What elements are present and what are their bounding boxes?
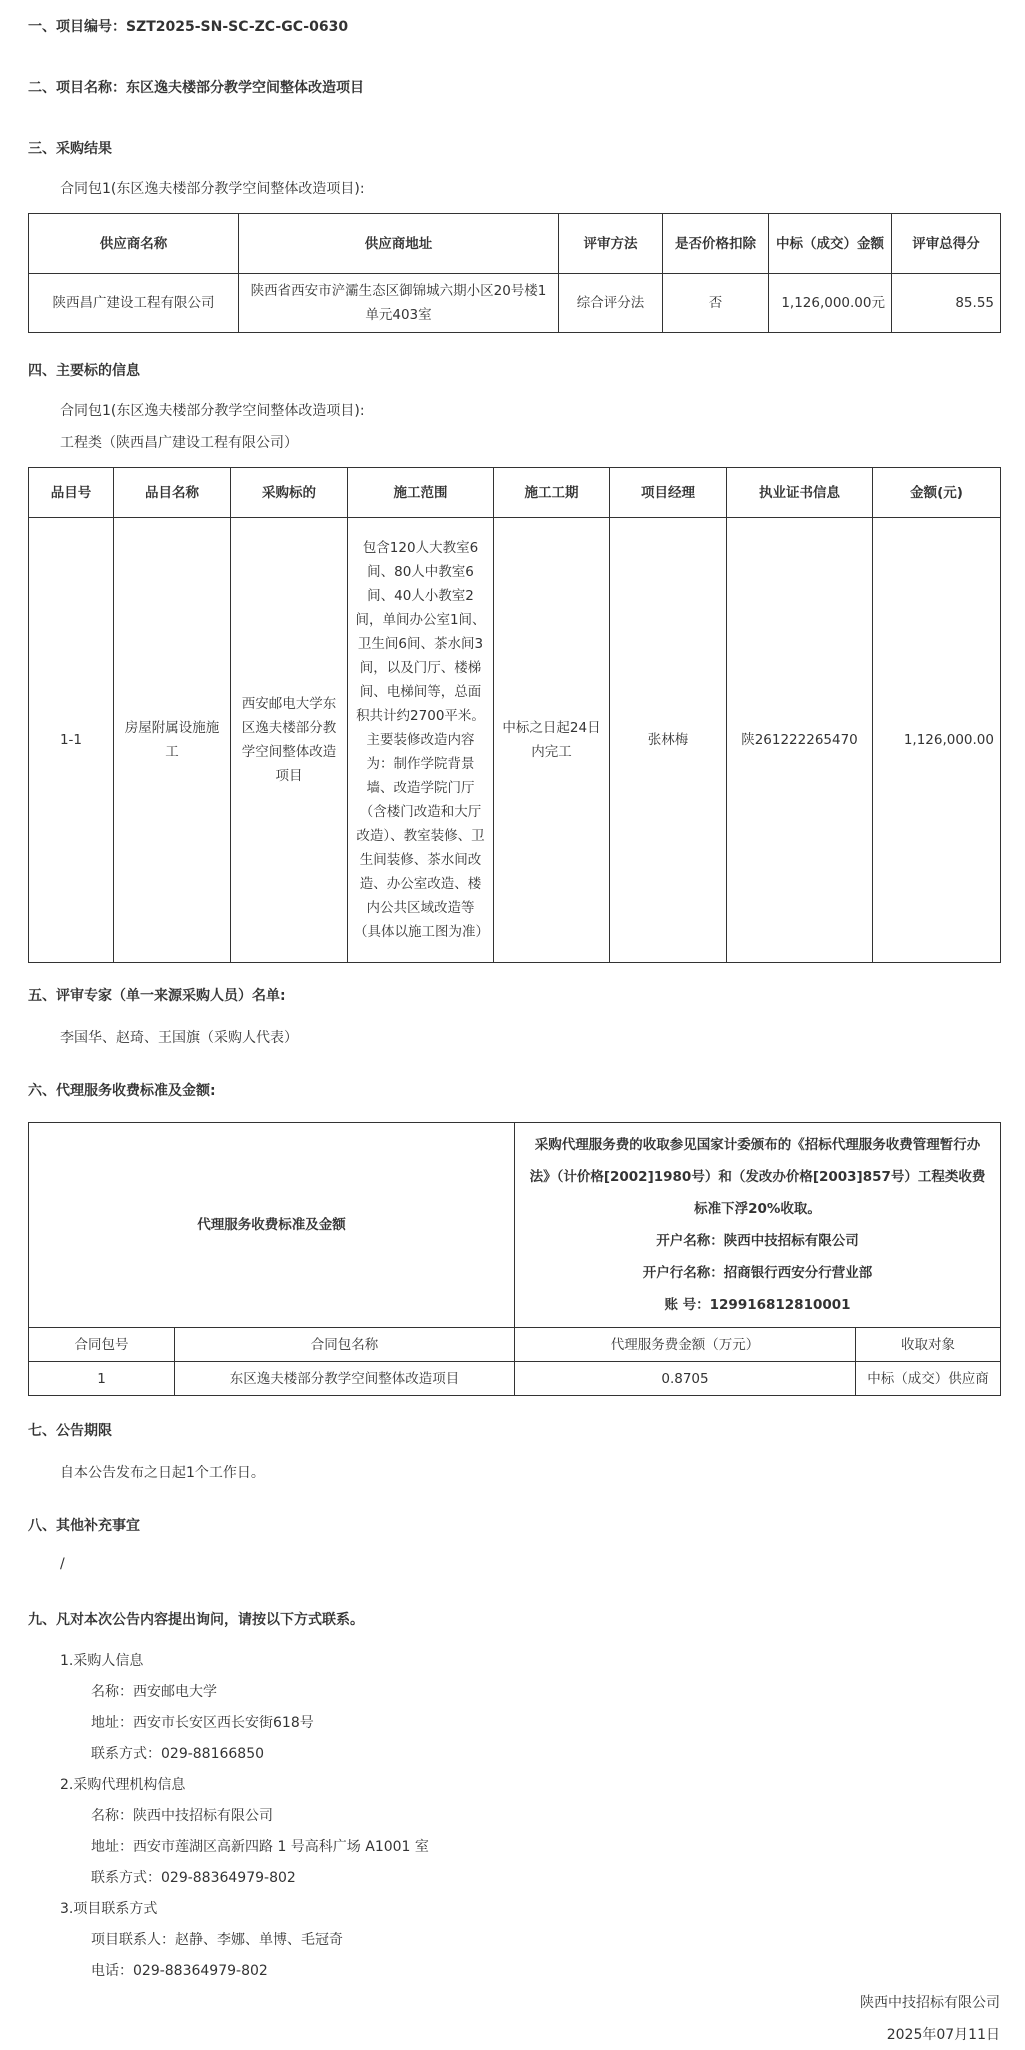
item-no: 1-1	[29, 518, 114, 963]
project-name-value: 东区逸夫楼部分教学空间整体改造项目	[126, 80, 364, 96]
package-no: 1	[29, 1362, 175, 1396]
section-main-subject: 四、主要标的信息	[28, 363, 140, 379]
bid-amount: 1,126,000.00元	[769, 274, 892, 333]
supplier-name: 陕西昌广建设工程有限公司	[29, 274, 239, 333]
col-review-method: 评审方法	[559, 214, 663, 274]
agent-name: 名称：陕西中技招标有限公司	[91, 1808, 273, 1824]
section-agency-fee: 六、代理服务收费标准及金额:	[28, 1083, 216, 1099]
agent-info-title: 2.采购代理机构信息	[60, 1777, 186, 1793]
project-phone: 电话：029-88364979-802	[91, 1963, 268, 1979]
result-header-row	[29, 214, 1001, 274]
subject-table	[28, 467, 1001, 963]
buyer-phone: 联系方式：029-88166850	[91, 1746, 265, 1762]
construction-duration: 中标之日起24日内完工	[494, 518, 610, 963]
project-number-label: 一、项目编号：	[28, 19, 126, 35]
fee-standard-text	[515, 1123, 1001, 1328]
fee-standard-line: 采购代理服务费的收取参见国家计委颁布的《招标代理服务收费管理暂行办	[534, 1137, 981, 1153]
project-contacts: 项目联系人：赵静、李娜、单博、毛冠奇	[91, 1932, 343, 1948]
project-name-label: 二、项目名称：	[28, 80, 126, 96]
col-duration: 施工工期	[494, 468, 610, 518]
charge-target: 中标（成交）供应商	[856, 1362, 1001, 1396]
project-contact-title: 3.项目联系方式	[60, 1901, 158, 1917]
agent-address: 地址：西安市莲湖区高新四路 1 号高科广场 A1001 室	[91, 1839, 429, 1855]
col-item-no: 品目号	[29, 468, 114, 518]
review-method: 综合评分法	[559, 274, 663, 333]
fee-standard-row	[29, 1123, 1001, 1328]
fee-amount: 0.8705	[515, 1362, 856, 1396]
other-matters-text: /	[60, 1556, 65, 1572]
fee-standard-label: 代理服务收费标准及金额	[29, 1123, 515, 1328]
notice-period-text: 自本公告发布之日起1个工作日。	[60, 1465, 265, 1481]
certificate-info: 陕261222265470	[727, 518, 873, 963]
col-package-no: 合同包号	[29, 1328, 175, 1362]
signature-org: 陕西中技招标有限公司	[860, 1995, 1000, 2011]
buyer-info-title: 1.采购人信息	[60, 1653, 144, 1669]
amount: 1,126,000.00	[873, 518, 1001, 963]
col-supplier-name: 供应商名称	[29, 214, 239, 274]
section-notice-period: 七、公告期限	[28, 1423, 112, 1439]
account-number: 账 号：129916812810001	[664, 1297, 851, 1313]
col-item-name: 品目名称	[114, 468, 231, 518]
buyer-address: 地址：西安市长安区西长安街618号	[91, 1715, 314, 1731]
agency-fee-table	[28, 1122, 1001, 1396]
account-name: 开户名称：陕西中技招标有限公司	[656, 1233, 859, 1249]
fee-standard-line: 法》（计价格[2002]1980号）和（发改办价格[2003]857号）工程类收费	[529, 1169, 986, 1185]
supplier-address: 陕西省西安市浐灞生态区御锦城六期小区20号楼1单元403室	[239, 274, 559, 333]
section-procurement-result: 三、采购结果	[28, 141, 112, 157]
subject-category: 工程类（陕西昌广建设工程有限公司）	[60, 435, 298, 451]
item-name: 房屋附属设施施工	[114, 518, 231, 963]
package-name: 东区逸夫楼部分教学空间整体改造项目	[175, 1362, 515, 1396]
col-subject: 采购标的	[231, 468, 348, 518]
col-fee-amount: 代理服务费金额（万元）	[515, 1328, 856, 1362]
col-bid-amount: 中标（成交）金额	[769, 214, 892, 274]
section-review-experts: 五、评审专家（单一来源采购人员）名单:	[28, 988, 286, 1004]
project-name	[28, 77, 364, 97]
col-certificate: 执业证书信息	[727, 468, 873, 518]
col-total-score: 评审总得分	[892, 214, 1001, 274]
col-charge-target: 收取对象	[856, 1328, 1001, 1362]
col-package-name: 合同包名称	[175, 1328, 515, 1362]
col-manager: 项目经理	[610, 468, 727, 518]
subject-name: 西安邮电大学东区逸夫楼部分教学空间整体改造项目	[231, 518, 348, 963]
bank-name: 开户行名称：招商银行西安分行营业部	[642, 1265, 873, 1281]
col-scope: 施工范围	[348, 468, 494, 518]
table-row	[29, 518, 1001, 963]
subject-package-label: 合同包1(东区逸夫楼部分教学空间整体改造项目):	[60, 403, 365, 419]
project-manager: 张林梅	[610, 518, 727, 963]
total-score: 85.55	[892, 274, 1001, 333]
construction-scope: 包含120人大教室6间、80人中教室6间、40人小教室2间，单间办公室1间、卫生间6间、茶水间3间，以及门厅、楼梯间、电梯间等，总面积共计约2700平米。主要装修改造内容为：制作学院背景墙、改造学院门厅（含楼门改造和大厅改造）、教室装修、卫生间装修、茶水间改造、办公室改造、楼内公共区域改造等（具体以施工图为准）	[348, 518, 494, 963]
col-price-deduction: 是否价格扣除	[663, 214, 769, 274]
section-contact: 九、凡对本次公告内容提出询问，请按以下方式联系。	[28, 1612, 364, 1628]
col-supplier-address: 供应商地址	[239, 214, 559, 274]
col-amount: 金额(元)	[873, 468, 1001, 518]
fee-standard-line: 标准下浮20%收取。	[694, 1201, 821, 1217]
table-row	[29, 274, 1001, 333]
subject-header-row	[29, 468, 1001, 518]
result-package-label: 合同包1(东区逸夫楼部分教学空间整体改造项目):	[60, 181, 365, 197]
buyer-name: 名称：西安邮电大学	[91, 1684, 217, 1700]
project-number	[28, 16, 348, 36]
section-other-matters: 八、其他补充事宜	[28, 1518, 140, 1534]
table-row	[29, 1362, 1001, 1396]
expert-names: 李国华、赵琦、王国旗（采购人代表）	[60, 1030, 298, 1046]
result-table	[28, 213, 1001, 333]
price-deduction: 否	[663, 274, 769, 333]
agent-phone: 联系方式：029-88364979-802	[91, 1870, 296, 1886]
fee-header-row	[29, 1328, 1001, 1362]
project-number-value: SZT2025-SN-SC-ZC-GC-0630	[126, 19, 349, 35]
signature-date: 2025年07月11日	[886, 2027, 1000, 2043]
